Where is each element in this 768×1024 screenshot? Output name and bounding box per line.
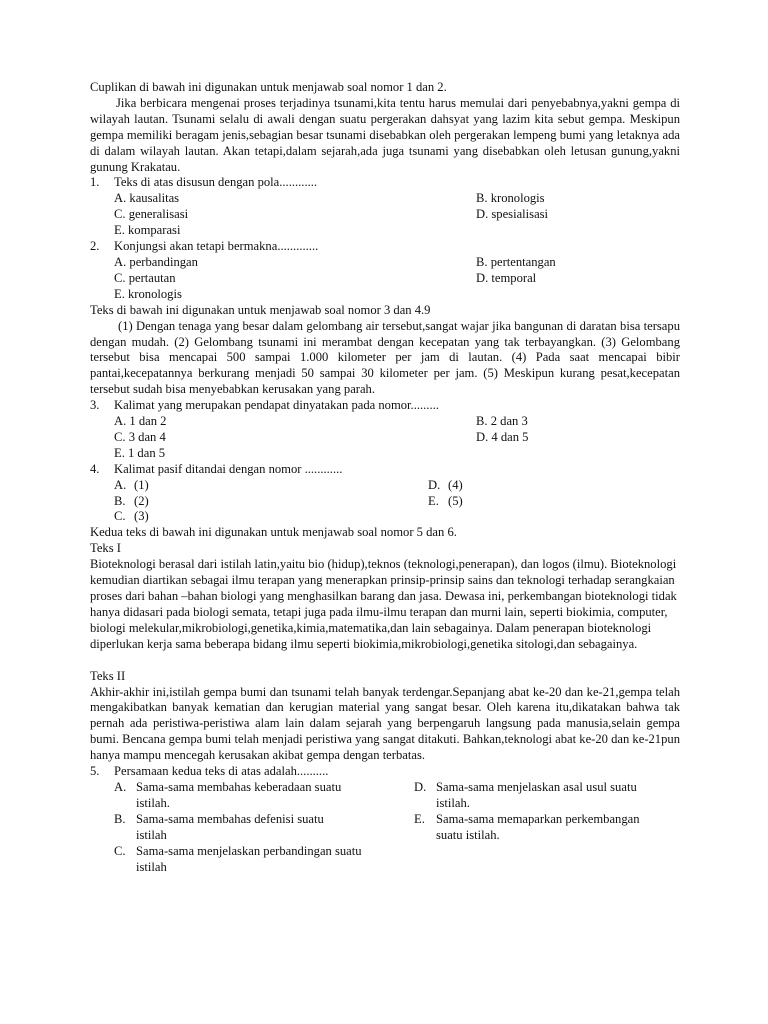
option-text: Sama-sama membahas defenisi suatu istilah [136, 811, 324, 842]
question-1 [90, 175, 680, 191]
question-text: Kalimat yang merupakan pendapat dinyatakan pada nomor......... [114, 398, 439, 413]
teks-2-title: Teks II [90, 668, 126, 683]
question-2-options [90, 255, 680, 303]
question-number: 1. [90, 175, 100, 190]
option-letter: D. [428, 477, 441, 492]
option-letter: A. [114, 477, 127, 492]
question-3 [90, 398, 680, 414]
options-right-column [414, 780, 690, 875]
intro-q1-2: Cuplikan di bawah ini digunakan untuk menjawab soal nomor 1 dan 2. [90, 80, 447, 94]
question-number: 4. [90, 461, 100, 476]
option-d: D. 4 dan 5 [476, 429, 529, 444]
option-text: (3) [134, 509, 149, 524]
option-letter: A. [114, 779, 127, 794]
passage-tsunami: Jika berbicara mengenai proses terjadinya tsunami,kita tentu harus memulai dari penyebabnya,yakni gempa di wilayah lautan. Tsunami selalu di awali dengan suatu pergerakan dahsyat yang lazim kita sebut gempa. Meskipun gempa memiliki beragam jenis,sebagian besar tsunami disebabkan oleh pergerakan lempeng bumi yang letaknya ada di dalam wilayah lautan. Akan tetapi,dalam sejarah,ada juga tsunami yang disebabkan oleh letusan gunung,yakni gunung Krakatau. [90, 95, 680, 174]
option-d [428, 478, 628, 494]
question-text: Teks di atas disusun dengan pola............ [114, 175, 318, 190]
intro-q3-4: Teks di bawah ini digunakan untuk menjawab soal nomor 3 dan 4.9 [90, 302, 431, 317]
option-letter: D. [414, 779, 427, 794]
option-text: (1) [134, 477, 149, 492]
option-letter: E. [428, 493, 439, 508]
question-4-options [90, 478, 680, 526]
option-d: D. temporal [476, 270, 537, 285]
question-number: 5. [90, 764, 100, 779]
option-letter: E. [414, 811, 425, 826]
option-letter: C. [114, 843, 126, 858]
teks-1-body: Bioteknologi berasal dari istilah latin,yaitu bio (hidup),teknos (teknologi,penerapan), dan logos (ilmu). Bioteknologi kemudian diartikan sebagai ilmu terapan yang menerapkan prinsip-prinsip sains dan teknologi terhadap serangkaian proses dari bahan –bahan biologi yang menghasilkan barang dan jasa. Dewasa ini, perkembangan bioteknologi tidak hanya didasari pada biologi semata, tetapi juga pada ilmu-ilmu terapan dan murni lain, seperti biokimia, computer, biologi melekular,mikrobiologi,genetika,kimia,matematika,dan lain sebagainya. Dalam penerapan bioteknologi diperlukan kerja sama beberapa bidang ilmu seperti biokimia,mikrobiologi,genetika sitologi,dan sebagainya. [90, 557, 677, 651]
option-e [414, 812, 690, 844]
option-b [114, 812, 414, 844]
question-text: Konjungsi akan tetapi bermakna............. [114, 239, 319, 254]
option-letter: B. [114, 811, 126, 826]
question-text: Persamaan kedua teks di atas adalah.......... [114, 764, 329, 779]
option-c [114, 509, 428, 525]
question-5 [90, 764, 680, 780]
option-text: Sama-sama membahas keberadaan suatu istilah. [136, 779, 342, 810]
exam-page [90, 80, 680, 875]
option-e: E. kronologis [114, 286, 182, 301]
question-5-options [90, 780, 680, 875]
teks-1-title: Teks I [90, 541, 121, 556]
question-number: 3. [90, 398, 100, 413]
option-c: C. pertautan [114, 270, 176, 285]
question-3-options [90, 414, 680, 462]
option-text: (5) [448, 493, 463, 508]
option-a [114, 780, 414, 812]
option-b: B. pertentangan [476, 254, 556, 269]
option-e [428, 494, 628, 510]
option-e: E. komparasi [114, 223, 181, 238]
passage-gelombang: (1) Dengan tenaga yang besar dalam gelombang air tersebut,sangat wajar jika bangunan di daratan bisa tersapu dengan mudah. (2) Gelombang tsunami ini merambat dengan kecepatan yang tak terbayangkan. (3) Gelombang tersebut bisa mencapai 500 sampai 1.000 kilometer per jam di lautan. (4) Pada saat mencapai bibir pantai,kecepatannya berkurang menjadi 50 sampai 30 kilometer per jam. (5) Meskipun kurang pesat,kecepatan tersebut sudah bisa menyebabkan kerusakan yang parah. [90, 318, 680, 397]
teks-2-body: Akhir-akhir ini,istilah gempa bumi dan tsunami telah banyak terdengar.Sepanjang abat ke-20 dan ke-21,gempa telah mengakibatkan banyak kematian dan kerugian material yang sangat besar. Oleh karena itu,dikatakan bahwa tak pernah ada peristiwa-peristiwa alam lain dalam sejarah yang berpengaruh langsung pada manusia,selain gempa bumi. Bencana gempa bumi telah menjadi peristiwa yang sangat ditakuti. Bahkan,teknologi abat ke-20 dan ke-21pun hanya mampu mencegah kerusakan akibat gempa dengan terbatas. [90, 684, 680, 763]
question-4 [90, 462, 680, 478]
option-b: B. 2 dan 3 [476, 414, 528, 429]
option-a: A. kausalitas [114, 191, 180, 206]
option-d: D. spesialisasi [476, 207, 549, 222]
question-number: 2. [90, 239, 100, 254]
option-d [414, 780, 690, 812]
options-left-column [114, 780, 414, 875]
option-c [114, 844, 414, 876]
option-b [114, 494, 428, 510]
option-c: C. 3 dan 4 [114, 429, 166, 444]
intro-q5-6: Kedua teks di bawah ini digunakan untuk menjawab soal nomor 5 dan 6. [90, 525, 457, 540]
option-text: Sama-sama menjelaskan perbandingan suatu istilah [136, 843, 362, 874]
option-a [114, 478, 428, 494]
option-text: Sama-sama memaparkan perkembangan suatu istilah. [436, 811, 640, 842]
option-c: C. generalisasi [114, 207, 189, 222]
option-e: E. 1 dan 5 [114, 445, 166, 460]
option-letter: B. [114, 493, 126, 508]
option-a: A. 1 dan 2 [114, 414, 167, 429]
question-2 [90, 239, 680, 255]
option-text: (2) [134, 493, 149, 508]
option-text: (4) [448, 477, 463, 492]
option-text: Sama-sama menjelaskan asal usul suatu istilah. [436, 779, 637, 810]
option-letter: C. [114, 509, 126, 524]
option-b: B. kronologis [476, 191, 545, 206]
question-1-options [90, 191, 680, 239]
option-a: A. perbandingan [114, 254, 198, 269]
question-text: Kalimat pasif ditandai dengan nomor ............ [114, 461, 343, 476]
